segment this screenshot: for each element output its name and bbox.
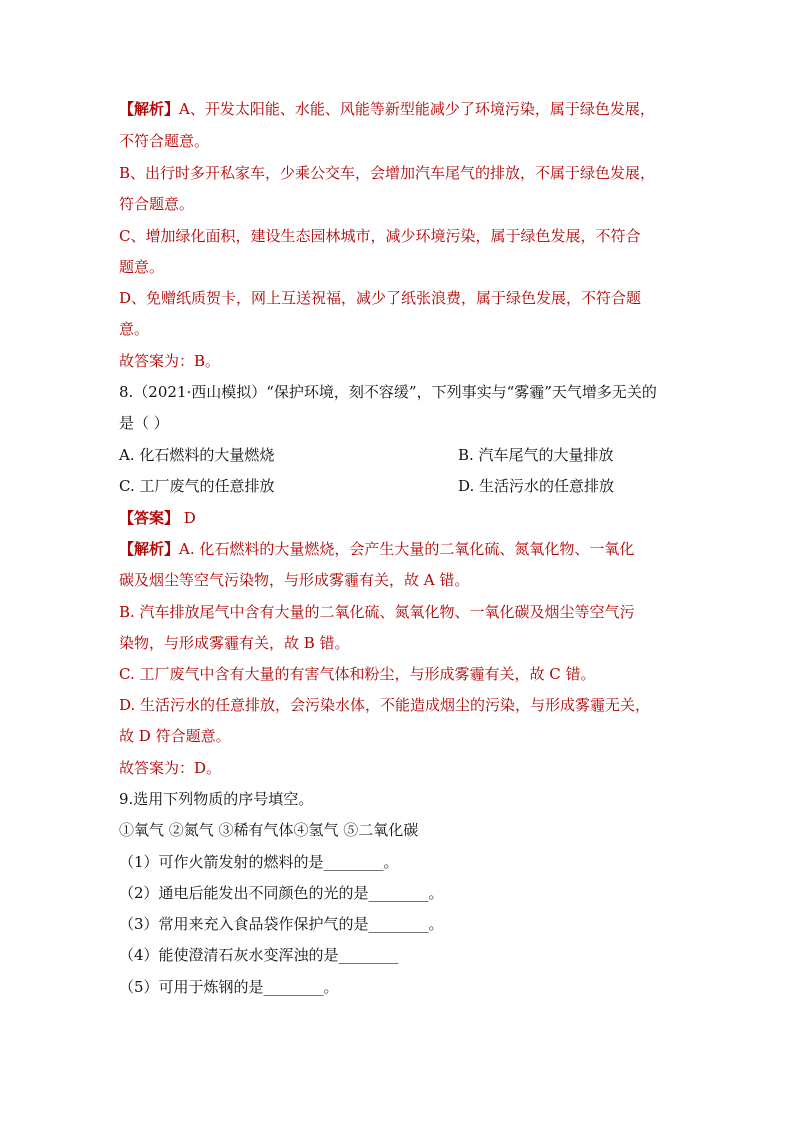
question-9-blank-5: （5）可用于炼钢的是________。: [119, 978, 339, 996]
analysis-8-line-a1: [119, 538, 634, 560]
question-8-answer: [119, 507, 196, 529]
question-9-blank-1: （1）可作火箭发射的燃料的是________。: [119, 853, 399, 871]
analysis-7-line-b2: 符合题意。: [119, 195, 195, 213]
analysis-tag: 【解析】: [119, 540, 180, 558]
question-9-stem: 9.选用下列物质的序号填空。: [119, 790, 314, 808]
question-9-blank-2: （2）通电后能发出不同颜色的光的是________。: [119, 884, 444, 902]
answer-tag: 【答案】: [119, 509, 180, 527]
question-8-option-d: D. 生活污水的任意排放: [458, 477, 615, 495]
analysis-8-line-d1: D. 生活污水的任意排放，会污染水体，不能造成烟尘的污染，与形成雾霾无关，: [119, 696, 651, 714]
analysis-7-line-c1: C、增加绿化面积，建设生态园林城市，减少环境污染，属于绿色发展，不符合: [119, 227, 641, 245]
analysis-7-line-c2: 题意。: [119, 258, 165, 276]
analysis-7-line-b1: B、出行时多开私家车，少乘公交车，会增加汽车尾气的排放，不属于绿色发展，: [119, 164, 656, 182]
question-8-option-c: C. 工厂废气的任意排放: [119, 477, 275, 495]
analysis-text: A. 化石燃料的大量燃烧，会产生大量的二氧化硫、氮氧化物、一氧化: [179, 540, 635, 558]
question-8-option-b: B. 汽车尾气的大量排放: [458, 446, 614, 464]
analysis-8-line-b2: 染物，与形成雾霾有关，故 B 错。: [119, 634, 350, 652]
question-9-blank-3: （3）常用来充入食品袋作保护气的是________。: [119, 915, 444, 933]
answer-value: D: [179, 509, 196, 527]
question-8-option-a: A. 化石燃料的大量燃烧: [119, 446, 275, 464]
question-9-blank-4: （4）能使澄清石灰水变浑浊的是________: [119, 946, 399, 964]
analysis-8-line-a2: 碳及烟尘等空气污染物，与形成雾霾有关，故 A 错。: [119, 571, 470, 589]
analysis-7-line-d1: D、免赠纸质贺卡，网上互送祝福，减少了纸张浪费，属于绿色发展，不符合题: [119, 289, 642, 307]
analysis-8-line-b1: B. 汽车排放尾气中含有大量的二氧化硫、氮氧化物、一氧化碳及烟尘等空气污: [119, 603, 635, 621]
analysis-8-line-d2: 故 D 符合题意。: [119, 727, 231, 745]
analysis-7-line-a1: [119, 98, 655, 120]
question-8-stem-line1: 8.（2021·西山模拟）“保护环境，刻不容缓”，下列事实与“雾霾”天气增多无关的: [119, 383, 657, 401]
analysis-7-conclusion: 故答案为：B。: [119, 352, 221, 370]
question-8-stem-line2: 是（ ）: [119, 414, 169, 432]
analysis-8-conclusion: 故答案为：D。: [119, 759, 222, 777]
analysis-8-line-c1: C. 工厂废气中含有大量的有害气体和粉尘，与形成雾霾有关，故 C 错。: [119, 665, 596, 683]
analysis-7-line-d2: 意。: [119, 320, 150, 338]
analysis-text: A、开发太阳能、水能、风能等新型能减少了环境污染，属于绿色发展，: [179, 100, 655, 118]
analysis-7-line-a2: 不符合题意。: [119, 132, 210, 150]
question-9-substances: ①氧气 ②氮气 ③稀有气体④氢气 ⑤二氧化碳: [119, 821, 419, 839]
analysis-tag: 【解析】: [119, 100, 180, 118]
